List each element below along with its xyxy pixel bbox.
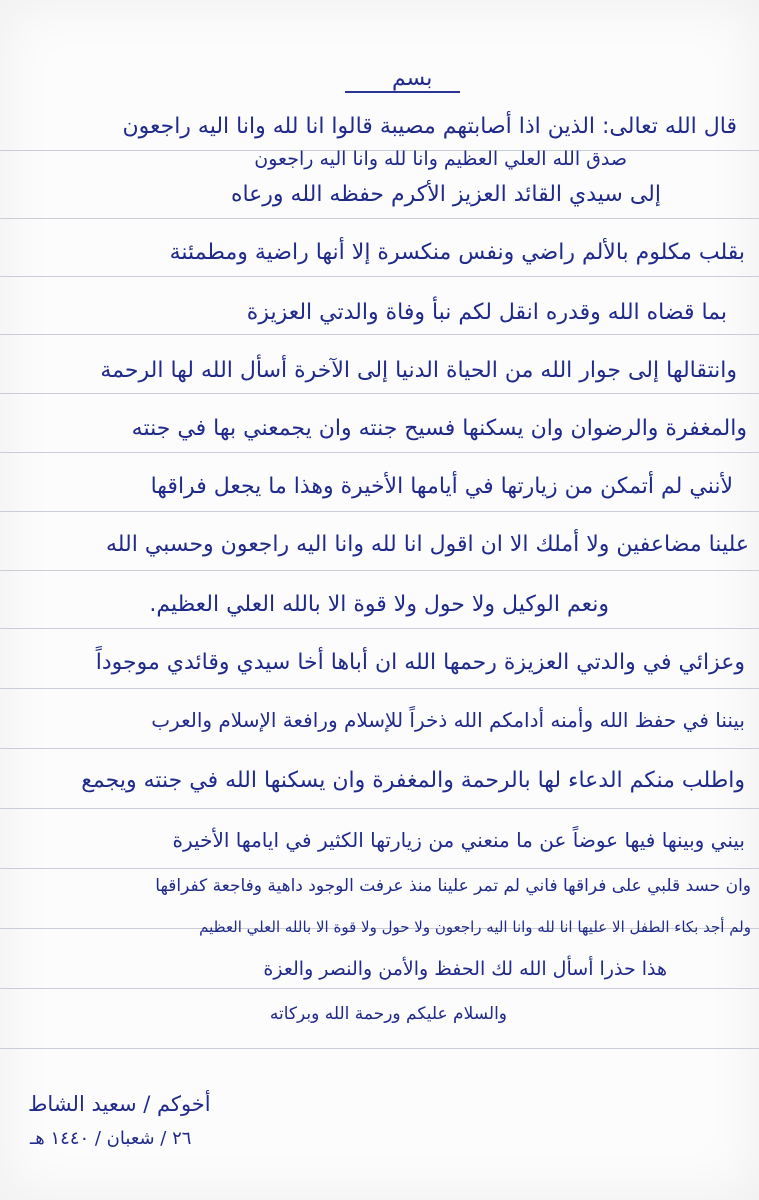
letter-heading: بسم <box>392 66 433 91</box>
ruled-line <box>0 393 759 394</box>
ruled-line <box>0 570 759 571</box>
ruled-line <box>0 628 759 629</box>
letter-line: ولم أجد بكاء الطفل الا عليها انا لله وانا اليه راجعون ولا حول ولا قوة الا بالله العلي العظيم <box>199 918 751 936</box>
ruled-line <box>0 276 759 277</box>
letter-closing: والسلام عليكم ورحمة الله وبركاته <box>269 1004 507 1024</box>
letter-line: بيننا في حفظ الله وأمنه أدامكم الله ذخراً للإسلام ورافعة الإسلام والعرب <box>151 708 745 732</box>
ruled-line <box>0 452 759 453</box>
letter-line: قال الله تعالى: الذين اذا أصابتهم مصيبة قالوا انا لله وانا اليه راجعون <box>122 114 737 139</box>
ruled-line <box>0 748 759 749</box>
letter-line: بيني وبينها فيها عوضاً عن ما منعني من زيارتها الكثير في ايامها الأخيرة <box>172 828 745 852</box>
ruled-line <box>0 218 759 219</box>
letter-line: بما قضاه الله وقدره انقل لكم نبأ وفاة والدتي العزيزة <box>246 300 727 325</box>
ruled-line <box>0 688 759 689</box>
letter-line: صدق الله العلي العظيم وانا لله وانا اليه راجعون <box>254 148 627 170</box>
ruled-line <box>0 511 759 512</box>
ruled-line <box>0 1048 759 1049</box>
signature-date: ٢٦ / شعبان / ١٤٤٠ هـ <box>30 1128 192 1149</box>
letter-line: هذا حذرا أسأل الله لك الحفظ والأمن والنصر والعزة <box>263 958 667 980</box>
letter-line: وعزائي في والدتي العزيزة رحمها الله ان أباها أخا سيدي وقائدي موجوداً <box>95 650 745 675</box>
letter-line: لأنني لم أتمكن من زيارتها في أيامها الأخيرة وهذا ما يجعل فراقها <box>150 474 733 499</box>
letter-line: علينا مضاعفين ولا أملك الا ان اقول انا لله وانا اليه راجعون وحسبي الله <box>105 532 749 557</box>
letter-line: واطلب منكم الدعاء لها بالرحمة والمغفرة وان يسكنها الله في جنته ويجمع <box>81 768 745 793</box>
letter-line: ونعم الوكيل ولا حول ولا قوة الا بالله العلي العظيم. <box>149 592 609 617</box>
letter-line: بقلب مكلوم بالألم راضي ونفس منكسرة إلا أنها راضية ومطمئنة <box>169 240 745 265</box>
ruled-line <box>0 988 759 989</box>
ruled-line <box>0 808 759 809</box>
ruled-line <box>0 334 759 335</box>
signature: أخوكم / سعيد الشاط <box>28 1092 211 1116</box>
heading-underline <box>345 91 460 93</box>
letter-line: إلى سيدي القائد العزيز الأكرم حفظه الله ورعاه <box>230 182 661 207</box>
ruled-line <box>0 868 759 869</box>
letter-line: والمغفرة والرضوان وان يسكنها فسيح جنته وان يجمعني بها في جنته <box>131 416 747 441</box>
letter-line: وان حسد قلبي على فراقها فاني لم تمر علينا منذ عرفت الوجود داهية وفاجعة كفراقها <box>155 876 751 896</box>
letter-line: وانتقالها إلى جوار الله من الحياة الدنيا إلى الآخرة أسأل الله لها الرحمة <box>100 358 737 383</box>
